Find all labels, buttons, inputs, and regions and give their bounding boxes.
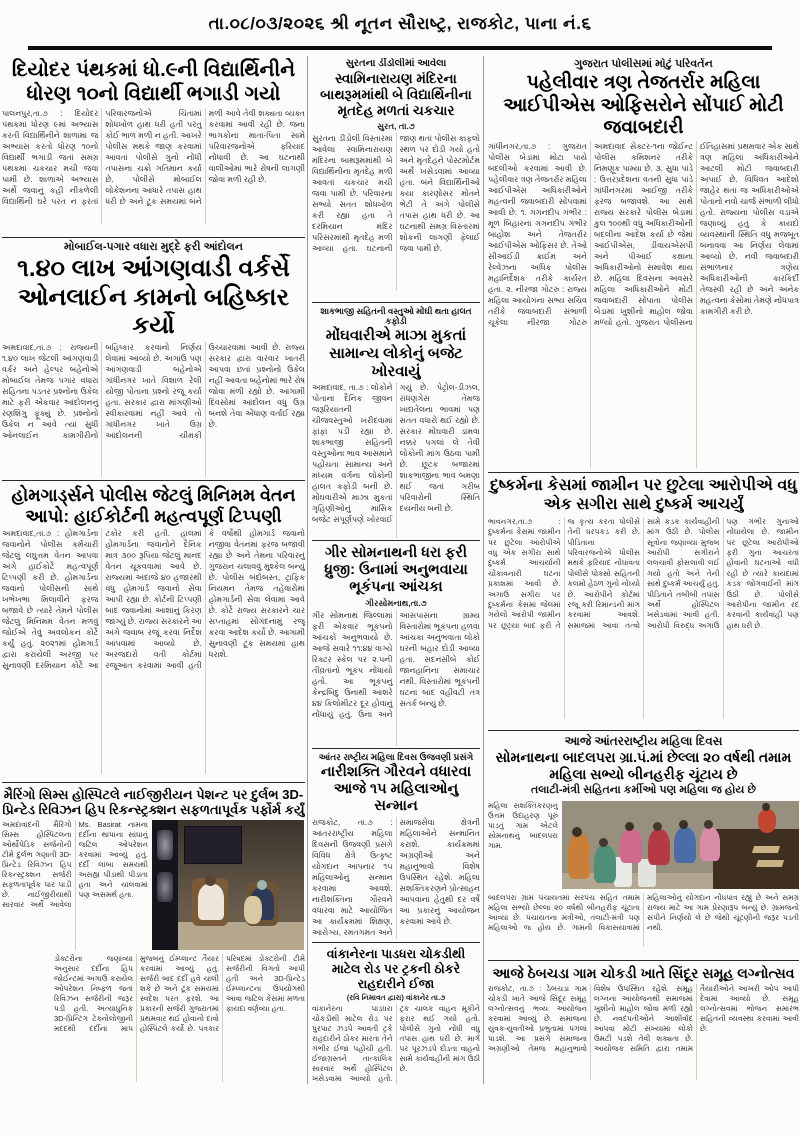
press-conference-photo	[152, 820, 304, 950]
body-text: અમદાવાદ,તા.૭ : રાજ્યની ૧.૪૦ લાખ જેટલી આંગણવાડી વર્કર અને હેલ્પર બહેનોએ મોબાઈલ તેમજ પગાર વધારા સહિતના પડતર પ્રશ્નોના ઉકેલ માટે ફરી એકવાર આંદોલનનું રણશિંગુ ફૂંક્યું છે. પ્રશ્નોનો ઉકેલ ન આવે ત્યાં સુધી ઓનલાઈન કામગીરીનો બહિષ્કાર કરવાનો નિર્ણય લેવામાં આવ્યો છે. અગાઉ પણ આંગણવાડી બહેનોએ ગાંધીનગર ખાતે વિશાળ રેલી યોજી પોતાના પ્રશ્નો રજૂ કર્યા હતા. સરકાર દ્વારા માંગણીઓ સ્વીકારવામાં નહીં આવે તો ગાંધીનગર ખાતે ઉગ્ર આંદોલનની ચીમકી ઉચ્ચારવામાં આવી છે. રાજ્ય સરકાર દ્વારા વારંવાર ખાતરી આપવા છતાં પ્રશ્નોનો ઉકેલ નહીં આવતા બહેનોમાં ભારે રોષ જોવા મળી રહ્યો છે. આગામી દિવસોમાં આંદોલન વધુ ઉગ્ર બનશે તેવા એંધાણ વર્તાઈ રહ્યા છે.	[2, 343, 305, 441]
body-text: સુરતના ડીંડોલી વિસ્તારમાં આવેલા સ્વામિનારાયણ મંદિરના બાથરૂમમાંથી બે વિદ્યાર્થિનીના મૃતદેહ મળી આવતાં ચકચાર મચી જવા પામી છે. પરિવારના સભ્યો સતત શોધખોળ કરી રહ્યા હતા તે દરમિયાન મંદિર પરિસરમાંથી મૃતદેહ મળી આવ્યા હતા. ઘટનાની જાણ થતાં પોલીસ કાફલો સ્થળ પર દોડી ગયો હતો અને મૃતદેહને પોસ્ટમોર્ટમ અર્થે ખસેડવામાં આવ્યા હતા. બંને વિદ્યાર્થિનીઓ કયા કારણોસર મોતને ભેટી તે અંગે પોલીસે તપાસ હાથ ધરી છે. આ ઘટનાથી સમગ્ર વિસ્તારમાં શોકની લાગણી ફેલાઈ જવા પામી છે.	[312, 133, 480, 253]
woman-head	[704, 820, 713, 829]
body-text: અમદાવાદ,તા.૭ : હોમગાર્ડના જવાનોને પોલીસ કર્મચારી જેટલું લઘુત્તમ વેતન આપવા અંગે હાઈકોર્ટે મહત્વપૂર્ણ ટિપ્પણી કરી છે. હોમગાર્ડના જવાનો પોલીસની સાથે ખભેખભા મિલાવીને ફરજ બજાવે છે ત્યારે તેમને પોલીસ જેટલું મિનિમમ વેતન મળવું જોઈએ તેવું અવલોકન કોર્ટે કર્યું હતું. ૨૦૨૧માં હોમગાર્ડ દ્વારા કરાયેલી અરજી પર સુનાવણી દરમિયાન કોર્ટે આ ટકોર કરી હતી. હાલમાં હોમગાર્ડના જવાનોને દૈનિક માત્ર ૩૦૦ રૂપિયા જેટલું માનદ વેતન ચૂકવવામાં આવે છે. રાજ્યમાં અંદાજે ૪૦ હજારથી વધુ હોમગાર્ડ જવાનો સેવા આપી રહ્યા છે. કોર્ટની ટિપ્પણી બાદ જવાનોમાં આશાનું કિરણ જાગ્યું છે. રાજ્ય સરકારને આ અંગે જવાબ રજૂ કરવા નિર્દેશ આપવામાં આવ્યો છે. અરજદારો વતી કોર્ટમાં રજૂઆત કરવામાં આવી હતી કે વર્ષોથી હોમગાર્ડ જવાનો નજીવા વેતનમાં ફરજ બજાવી રહ્યા છે અને તેમના પરિવારનું ગુજરાન ચલાવવું મુશ્કેલ બન્યું છે. પોલીસ બંદોબસ્ત, ટ્રાફિક નિયમન તેમજ તહેવારોમાં હોમગાર્ડની સેવા લેવામાં આવે છે. કોર્ટે રાજ્ય સરકારને ચાર સપ્તાહમાં સોગંદનામું રજૂ કરવા આદેશ કર્યો છે. આગામી સુનાવણી ટૂંક સમયમાં હાથ ધરાશે.	[2, 529, 305, 671]
headline: દુષ્કર્મના કેસમાં જામીન પર છુટેલા આરોપીએ વધુ એક સગીરા સાથે દુષ્કર્મ આચર્યું	[490, 477, 797, 513]
body-text: રાજકોટ, તા.૭ : ઠેબચડા ગામ ચોકડી ખાતે આજે સિંદૂર સમૂહ લગ્નોત્સવનું ભવ્ય આયોજન કરવામાં આવ્યું છે. સમાજના યુવક-યુવતીઓ પ્રભુતામાં પગલાં પાડશે. આ પ્રસંગે સમાજના અગ્રણીઓ તેમજ મહાનુભાવો વિશેષ ઉપસ્થિત રહેશે. સમૂહ લગ્નના આયોજનથી સમાજમાં ખુશીનો માહોલ જોવા મળી રહ્યો છે. નવદંપતીઓને આશીર્વાદ આપવા મોટી સંખ્યામાં લોકો ઉમટી પડશે તેવી શક્યતા છે. આયોજક સમિતિ દ્વારા તમામ તૈયારીઓને આખરી ઓપ આપી દેવામાં આવ્યો છે. સમૂહ લગ્નોત્સવમાં ભોજન સમારંભ સહિતની વ્યવસ્થા કરવામાં આવી છે.	[488, 983, 799, 1053]
wooden-desk	[713, 829, 799, 889]
masthead-dateline: તા.૦૮/૦૩/૨૦૨૬ શ્રી નૂતન સૌરાષ્ટ્ર, રાજકોટ, પાના નં.૬	[208, 14, 592, 33]
subhead: તલાટી-મંત્રી સહિતના કર્મીઓ પણ મહિલા જ હોય છે	[531, 784, 756, 797]
woman-head	[653, 822, 662, 831]
woman-figure-at-desk	[758, 809, 776, 833]
presentation-screen	[184, 826, 242, 864]
kicker: સુરતના ડીંડોલીમાં આવેલા	[345, 58, 447, 69]
woman-figure-green-sari	[594, 845, 616, 883]
woman-head	[625, 822, 634, 831]
article-inflation	[312, 302, 480, 538]
headline: દિયોદર પંથકમાં ધો.૯ની વિદ્યાર્થિનીને ધોરણ ૧૦નો વિદ્યાર્થી ભગાડી ગયો	[11, 59, 296, 105]
article-homeguard	[2, 480, 305, 780]
woman-figure-pink-sari	[620, 829, 642, 863]
article-assault-case	[488, 472, 799, 728]
body-text: અમદાવાદ, તા.૭ : લોકોને પોતાના દૈનિક જીવન જરૂરિયાતની ચીજવસ્તુઓ ખરીદવામાં ફાંફાં પડી રહ્યા છે. શાકભાજી સહિતની વસ્તુઓના ભાવ આસમાને પહોંચતા સામાન્ય અને મધ્યમ વર્ગના લોકોની હાલત કફોડી બની છે. મોંઘવારીએ માઝા મુકતાં ગૃહિણીઓનું માસિક બજેટ સંપૂર્ણપણે ખોરવાઈ ગયું છે. પેટ્રોલ-ડીઝલ, રાંધણગેસ તેમજ ખાદ્યતેલના ભાવમાં પણ સતત વધારો થઈ રહ્યો છે. સરકાર મોંઘવારી ડામવા નક્કર પગલાં લે તેવી લોકોની માંગ ઉઠવા પામી છે. છૂટક બજારમાં શાકભાજીના ભાવ બમણા થઈ જતાં ગરીબ પરિવારોની સ્થિતિ દયનીય બની છે.	[312, 383, 480, 525]
headline: ૧.૪૦ લાખ આંગણવાડી વર્કર્સે ઓનલાઈન કામનો બહિષ્કાર કર્યો	[17, 255, 290, 339]
body-text: રાજકોટ, તા.૭ : આંતરરાષ્ટ્રીય મહિલા દિવસની ઉજવણી પ્રસંગે વિવિધ ક્ષેત્રે ઉત્કૃષ્ટ યોગદાન આપનાર ૧૫ મહિલાઓનું સન્માન કરવામાં આવશે. નારીશક્તિના ગૌરવને વધારવા માટે આયોજિત આ કાર્યક્રમમાં શિક્ષણ, આરોગ્ય, રમતગમત અને સમાજસેવા ક્ષેત્રની મહિલાઓને સન્માનિત કરાશે. કાર્યક્રમમાં અગ્રણીઓ અને મહાનુભાવો વિશેષ ઉપસ્થિત રહેશે. મહિલા સશક્તિકરણને પ્રોત્સાહન આપવાના હેતુથી દર વર્ષે આ પ્રકારનું આયોજન કરવામાં આવે છે.	[312, 818, 480, 938]
article-group-wedding	[488, 960, 799, 1084]
body-text: ગીર સોમનાથ જિલ્લામાં ફરી એકવાર ભૂકંપનો આંચકો અનુભવાયો છે. આજે સવારે ૧૧:૪૪ વાગ્યે રિક્ટર સ્કેલ પર ૨.૫ની તીવ્રતાનો ભૂકંપ નોંધાયો હતો. આ ભૂકંપનું કેન્દ્રબિંદુ ઉનાથી આશરે ૪૪ કિલોમીટર દૂર હોવાનું નોંધાયું હતું. ઉના અને આસપાસના ગ્રામ્ય વિસ્તારોમાં ભૂકંપના હળવા આંચકા અનુભવાતા લોકો ઘરની બહાર દોડી આવ્યા હતા. સદનસીબે કોઈ જાનહાનિના સમાચાર નથી. વિસ્તારોમાં ભૂકંપની ઘટના બાદ વહીવટી તંત્ર સતર્ક બન્યું છે.	[312, 611, 480, 720]
body-text: વાંકાનેરના પાડધરા ચોકડીથી માટેલ રોડ પર પુરપાટ ઝડપે આવતી ટ્રકે રાહદારીને ઠોકર મારતા તેને ગંભીર ઈજા પહોંચી હતી. ઈજાગ્રસ્તને તાત્કાલિક સારવાર અર્થે હોસ્પિટલ ખસેડવામાં આવ્યો હતો. ટ્રક ચાલક વાહન મૂકીને ફરાર થઈ ગયો હતો. પોલીસે ગુનો નોંધી વધુ તપાસ હાથ ધરી છે. માર્ગ પર પૂરઝડપે દોડતા વાહનો સામે કાર્યવાહીની માંગ ઉઠી છે.	[312, 1004, 480, 1084]
headline: સ્વામિનારાયણ મંદિરના બાથરૂમમાંથી બે વિદ્યાર્થિનીના મૃતદેહ મળતાં ચકચાર	[320, 71, 472, 118]
headline: નારીશક્તિ ગૌરવને વધારવા આજે ૧૫ મહિલાઓનુ સન્માન	[320, 763, 472, 815]
dateline: ગીરસોમનાથ,તા.૭	[365, 598, 427, 609]
woman-figure-rose-sari	[700, 827, 720, 861]
headline: સોમનાથના બાદલપરા ગ્રા.પં.માં છેલ્લા ૨૦ વર્ષથી તમામ મહિલા સભ્યો બીનહરીફ ચૂંટાય છે	[495, 749, 792, 782]
masthead-rule	[28, 46, 772, 50]
body-text-below: ડોક્ટરોના જણાવ્યા અનુસાર દર્દીના હિપ જોઈન્ટમાં અગાઉ કરાયેલ ઓપરેશન નિષ્ફળ જતાં રિવિઝન સર્જરીની જરૂર પડી હતી. અત્યાધુનિક 3D-પ્રિન્ટિંગ ટેક્નોલોજીની મદદથી દર્દીના માપ મુજબનું ઈમ્પ્લાન્ટ તૈયાર કરવામાં આવ્યું હતું. સર્જરી બાદ દર્દી હવે ચાલી શકે છે અને ટૂંક સમયમાં સ્વદેશ પરત ફરશે. આ પ્રકારની સર્જરી ગુજરાતમાં પ્રથમવાર થઈ હોવાનો દાવો હોસ્પિટલે કર્યો છે. પત્રકાર પરિષદમાં ડોક્ટરોની ટીમે સર્જરીની વિગતો આપી હતી અને 3D-પ્રિન્ટેડ ઈમ્પ્લાન્ટના ઉપયોગથી આવા જટિલ કેસમાં મળતા ફાયદા વર્ણવ્યા હતા.	[54, 953, 305, 1033]
xray-thumbnail	[157, 830, 173, 860]
article-diyodar	[2, 58, 305, 234]
body-text: પાલનપુર,તા.૭ : દિયોદર પંથકમાં ધોરણ ૯માં અભ્યાસ કરતી વિદ્યાર્થિનીને શાળામાં જ અભ્યાસ કરતો ધોરણ ૧૦નો વિદ્યાર્થી ભગાડી જતાં સમગ્ર પંથકમાં ચકચાર મચી જવા પામી છે. શાળાએ અભ્યાસ અર્થે જવાનું કહી નીકળેલી વિદ્યાર્થિની ઘરે પરત ન ફરતાં પરિવારજનોએ ચિંતામાં શોધખોળ હાથ ધરી હતી પરંતુ કોઈ ભાળ મળી ન હતી. આખરે પોલીસ મથકે જાણ કરવામાં આવતાં પોલીસે ગુનો નોંધી તપાસના ચક્રો ગતિમાન કર્યા છે. પોલીસે મોબાઈલ લોકેશનના આધારે તપાસ હાથ ધરી છે અને ટૂંક સમયમાં બંને મળી આવે તેવી શક્યતા વ્યક્ત કરવામાં આવી રહી છે. જના ભાગકોના માતા-પિતા સામે પરિવારજનોએ ફરિયાદ નોંધાવી છે. આ ઘટનાથી વાલીઓમાં ભારે રોષની લાગણી જોવા મળી રહી છે.	[2, 109, 305, 207]
kicker: આજે આંતરરાષ્ટ્રીય મહિલા દિવસ	[564, 734, 723, 748]
surgeon-cap-head	[257, 880, 267, 890]
desk-slat	[756, 860, 784, 867]
body-text: ભાવનગર,તા.૭ : દુષ્કર્મના કેસમાં જામીન પર છુટેલા આરોપીએ વધુ એક સગીરા સાથે દુષ્કર્મ આચર્યાની ચોંકાવનારી ઘટના પ્રકાશમાં આવી છે. અગાઉ સગીરા પર દુષ્કર્મના કેસમાં જેલમાં ગયેલો આરોપી જામીન પર છૂટ્યા બાદ ફરી તે જ કૃત્ય કરતા પોલીસે તેની ધરપકડ કરી છે. પીડિતાના પરિવારજનોએ પોલીસ મથકે ફરિયાદ નોંધાવતા પોલીસે પોક્સો સહિતની કલમો હેઠળ ગુનો નોંધ્યો છે. આરોપીને કોર્ટમાં રજૂ કરી રિમાન્ડની માંગ કરવામાં આવશે. સમાજમાં આવા તત્વો સામે કડક કાર્યવાહીની માંગ ઉઠી છે. પોલીસ સૂત્રોના જણાવ્યા મુજબ આરોપી સગીરાને લલચાવી ફોસલાવી લઈ ગયો હતો અને તેની સાથે દુષ્કર્મ આચર્યું હતું. પીડિતાને તબીબી તપાસ અર્થે હોસ્પિટલ ખસેડવામાં આવી હતી. આરોપી વિરુદ્ધ અગાઉ પણ ગંભીર ગુનાઓ નોંધાયેલા છે. જામીન પર છૂટેલા આરોપીઓ ફરી ગુના આચરતા હોવાની ઘટનાઓ વધી રહી છે ત્યારે કાયદામાં કડક જોગવાઈની માંગ ઉઠી છે. પોલીસે આરોપીના જામીન રદ કરવાની કાર્યવાહી પણ હાથ ધરી છે.	[488, 516, 799, 630]
headline: હોમગાર્ડ્સને પોલીસ જેટલું મિનિમમ વેતન આપો: હાઈકોર્ટની મહત્વપૂર્ણ ટિપ્પણી	[11, 485, 296, 526]
women-group-photo	[562, 801, 799, 889]
dateline: સુરત, તા.૭	[377, 120, 415, 131]
body-text: ગાંધીનગર,તા.૭ : ગુજરાત પોલીસ બેડામાં મોટા પાયે બદલીઓ કરવામાં આવી છે. પહેલીવાર ત્રણ તેજતર્રાર મહિલા આઈપીએસ અધિકારીઓને મહત્વની જવાબદારી સોંપવામાં આવી છે. ૧. ગગનદીપ ગંભીર : મૂળ બિહારના ગગનદીપ ગંભીર બાહોશ અને તેજતર્રાર આઈપીએસ ઓફિસર છે. તેઓ સીઆઈડી ક્રાઈમ અને રેલ્વેઝના અધિક પોલીસ મહાનિર્દેશક તરીકે કાર્યરત હતા. ૨. નીરજા ગોટરુ : રાજ્ય મહિલા આયોગના સભ્ય સચિવ તરીકે જવાબદારી સંભાળી ચૂકેલા નીરજા ગોટરુ અમદાવાદ સેક્ટર-૧ના જોઈન્ટ પોલીસ કમિશનર તરીકે નિમણૂક પામ્યા છે. ૩. સુધા પાંડે : ઉત્તરપ્રદેશના વતની સુધા પાંડે ગાંધીનગરમાં આઈજી તરીકે ફરજ બજાવશે. આ સાથે રાજ્ય સરકારે પોલીસ બેડામાં કુલ ૧૦૦થી વધુ અધિકારીઓની બદલીના આદેશ કર્યા છે જેમાં આઈપીએસ, ડીવાયએસપી અને પીઆઈ કક્ષાના અધિકારીઓનો સમાવેશ થાય છે. મહિલા દિવસના અવસરે મહિલા અધિકારીઓને મોટી જવાબદારી સોંપાતા પોલીસ બેડામાં ખુશીનો માહોલ જોવા મળ્યો હતો. ગુજરાત પોલીસના ઈતિહાસમાં પ્રથમવાર એક સાથે ત્રણ મહિલા અધિકારીઓને આટલી મોટી જવાબદારી અપાઈ છે. વિધિવત આદેશો જાહેર થતા જ અધિકારીઓએ પોતાનો નવો ચાર્જ સંભાળી લીધો હતો. રાજ્યના પોલીસ વડાએ જણાવ્યું હતું કે કાયદો વ્યવસ્થાની સ્થિતિ વધુ મજબૂત બનાવવા આ નિર્ણય લેવામાં આવ્યો છે. નવી જવાબદારી સંભાળનાર ત્રણેય અધિકારીઓની કારકિર્દી તેજસ્વી રહી છે અને અનેક મહત્વના કેસોમાં તેમણે નોંધપાત્ર કામગીરી કરી છે.	[488, 142, 799, 328]
kicker: ગુજરાત પોલીસમાં મોટું પરિવર્તન	[574, 58, 713, 70]
article-badalpara	[488, 730, 799, 958]
headline: પહેલીવાર ત્રણ તેજતર્રાર મહિલા આઈપીએસ ઓફિસરોને સોંપાઈ મોટી જવાબદારી	[503, 72, 784, 138]
body-text-below: બાદલપરા ગ્રામ પંચાયતમાં સરપંચ સહિત તમામ મહિલા સભ્યો છેલ્લા ૨૦ વર્ષથી બીનહરીફ ચૂંટાતા આવ્યા છે. પંચાયતના મંત્રીઓ, તલાટી-મંત્રી પણ મહિલાઓ જ હોય છે. ગામની વિકાસયાત્રામાં મહિલાઓનું યોગદાન નોંધપાત્ર રહ્યું છે અને સમગ્ર રાજ્ય માટે આ ગામ પ્રેરણારૂપ બન્યું છે. ગ્રામજનો સંપીને નિર્ણયો લે છે જેથી ચૂંટણીની જરૂર પડતી નથી.	[488, 892, 799, 932]
vertical-column-rule-left	[307, 56, 308, 1084]
woman-figure-orange-sari	[568, 833, 590, 879]
article-earthquake	[312, 540, 480, 746]
stage-floor	[178, 922, 304, 950]
headline: આજે ઠેબચડા ગામ ચોકડી ખાતે સિંદૂર સમૂહ લગ્નોત્સવ	[492, 965, 795, 981]
byline: (રવિ નિમાવત દ્વારા) વાંકાનેર તા.૭	[346, 993, 446, 1003]
bone-model	[244, 896, 262, 924]
article-anganwadi	[2, 237, 305, 477]
headline: ગીર સોમનાથની ધરા ફરી ધ્રુજી: ઉનામાં અનુભવાયા ભૂકંપના આંચકા	[324, 545, 468, 596]
article-police-ips	[488, 58, 799, 468]
headline: વાંકાનેરના પાડધરા ચોકડીથી માટેલ રોડ પર ટ્રકની ઠોકરે રાહદારીને ઈજા	[326, 947, 466, 991]
body-text-left: અમદાવાદની મૈરિંગો સિમ્સ હોસ્પિટલના ઓર્થોપેડિક સર્જનોની ટીમે દુર્લભ ગણાતી 3D-પ્રિન્ટેડ રિવિઝન હિપ રિકન્સ્ટ્રક્શન સર્જરી સફળતાપૂર્વક પાર પાડી છે. નાઈજીરીયાથી સારવાર અર્થે આવેલા Ms. Basirat નામના દર્દીના થાપાના સાંધાનું જટિલ ઓપરેશન કરવામાં આવ્યું હતું. દર્દી લાંબા સમયથી અસહ્ય પીડાથી પીડાતા હતા અને ચાલવામાં પણ અસમર્થ હતા.	[2, 819, 148, 909]
headline: મોંઘવારીએ માઝા મુકતાં સામાન્ય લોકોનું બજેટ ખોરવાયું	[325, 327, 467, 380]
vertical-column-rule-right	[483, 56, 484, 1084]
article-surat-temple	[312, 58, 480, 300]
kicker: મોબાઈલ-પગાર વધારા મુદ્દે ફરી આંદોલન	[64, 241, 243, 253]
article-hospital-surgery	[2, 782, 305, 1084]
woman-head	[572, 827, 582, 837]
woman-head	[762, 803, 770, 811]
woman-figure-blue-sari	[674, 827, 696, 863]
woman-head	[599, 838, 608, 847]
speaker-in-white-figure	[198, 884, 224, 920]
article-wankaner-accident	[312, 942, 480, 1084]
article-women-honour	[312, 748, 480, 940]
headline: મૈરિંગો સિમ્સ હોસ્પિટલે નાઈજીરીયન પેશન્ટ પર દુર્લભ 3D-પ્રિન્ટેડ રિવિઝન હિપ રિકન્સ્ટ્રક્શન સફળતાપૂર્વક પર્ફોર્મ કર્યું	[2, 787, 305, 818]
xray-thumbnail	[157, 872, 173, 902]
kicker: શાકભાજી સહિતની વસ્તુઓ મોંઘી થતા હાલત કફોડી	[320, 306, 472, 327]
body-text-left: મહિલા સશક્તિકરણનું ઉત્તમ ઉદાહરણ પૂરું પાડતું ગામ એટલે સોમનાથનું બાદલપરા ગામ.	[488, 800, 558, 850]
speaker-head	[205, 875, 216, 886]
woman-figure-red-sari	[648, 829, 670, 865]
kicker: આંતર રાષ્ટ્રીય મહિલા દિવસ ઉજવણી પ્રસંગે	[318, 752, 474, 762]
woman-head	[679, 820, 688, 829]
desk-slat	[752, 846, 780, 853]
